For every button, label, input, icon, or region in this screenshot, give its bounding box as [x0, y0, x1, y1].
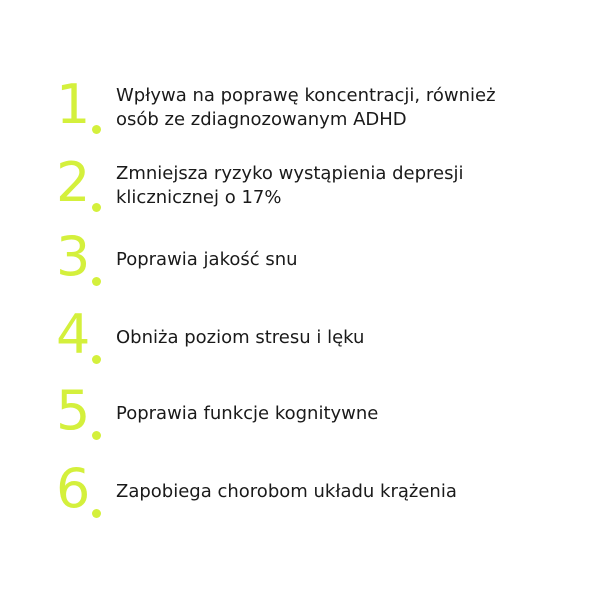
list-item — [56, 379, 556, 442]
item-number: 3 — [56, 225, 90, 288]
item-text — [116, 162, 463, 210]
item-text — [116, 480, 457, 504]
item-number-marker — [56, 303, 108, 366]
bullet-dot — [92, 125, 101, 134]
item-number-marker — [56, 151, 108, 214]
bullet-dot — [92, 431, 101, 440]
item-number-marker — [56, 73, 108, 136]
item-text-line: osób ze zdiagnozowanym ADHD — [116, 109, 407, 130]
item-text-line: klicznicznej o 17% — [116, 187, 282, 208]
item-number-marker — [56, 379, 108, 442]
list-item — [56, 303, 556, 366]
list-item — [56, 151, 556, 214]
item-text-line: Poprawia jakość snu — [116, 249, 298, 270]
bullet-dot — [92, 203, 101, 212]
item-number-marker — [56, 457, 108, 520]
list-item — [56, 73, 556, 136]
item-text — [116, 326, 364, 350]
list-item — [56, 225, 556, 288]
bullet-dot — [92, 509, 101, 518]
item-text — [116, 84, 496, 132]
bullet-dot — [92, 355, 101, 364]
item-number: 2 — [56, 151, 90, 214]
item-text-line: Zmniejsza ryzyko wystąpienia depresji — [116, 163, 464, 184]
item-text-line: Zapobiega chorobom układu krążenia — [116, 481, 457, 502]
list-item — [56, 457, 556, 520]
item-number-marker — [56, 225, 108, 288]
item-number: 4 — [56, 303, 90, 366]
item-text-line: Obniża poziom stresu i lęku — [116, 327, 365, 348]
item-number: 5 — [56, 379, 90, 442]
bullet-dot — [92, 277, 101, 286]
item-text — [116, 248, 298, 272]
item-number: 1 — [56, 73, 90, 136]
item-text-line: Poprawia funkcje kognitywne — [116, 403, 379, 424]
item-number: 6 — [56, 457, 90, 520]
item-text — [116, 402, 378, 426]
item-text-line: Wpływa na poprawę koncentracji, również — [116, 85, 496, 106]
